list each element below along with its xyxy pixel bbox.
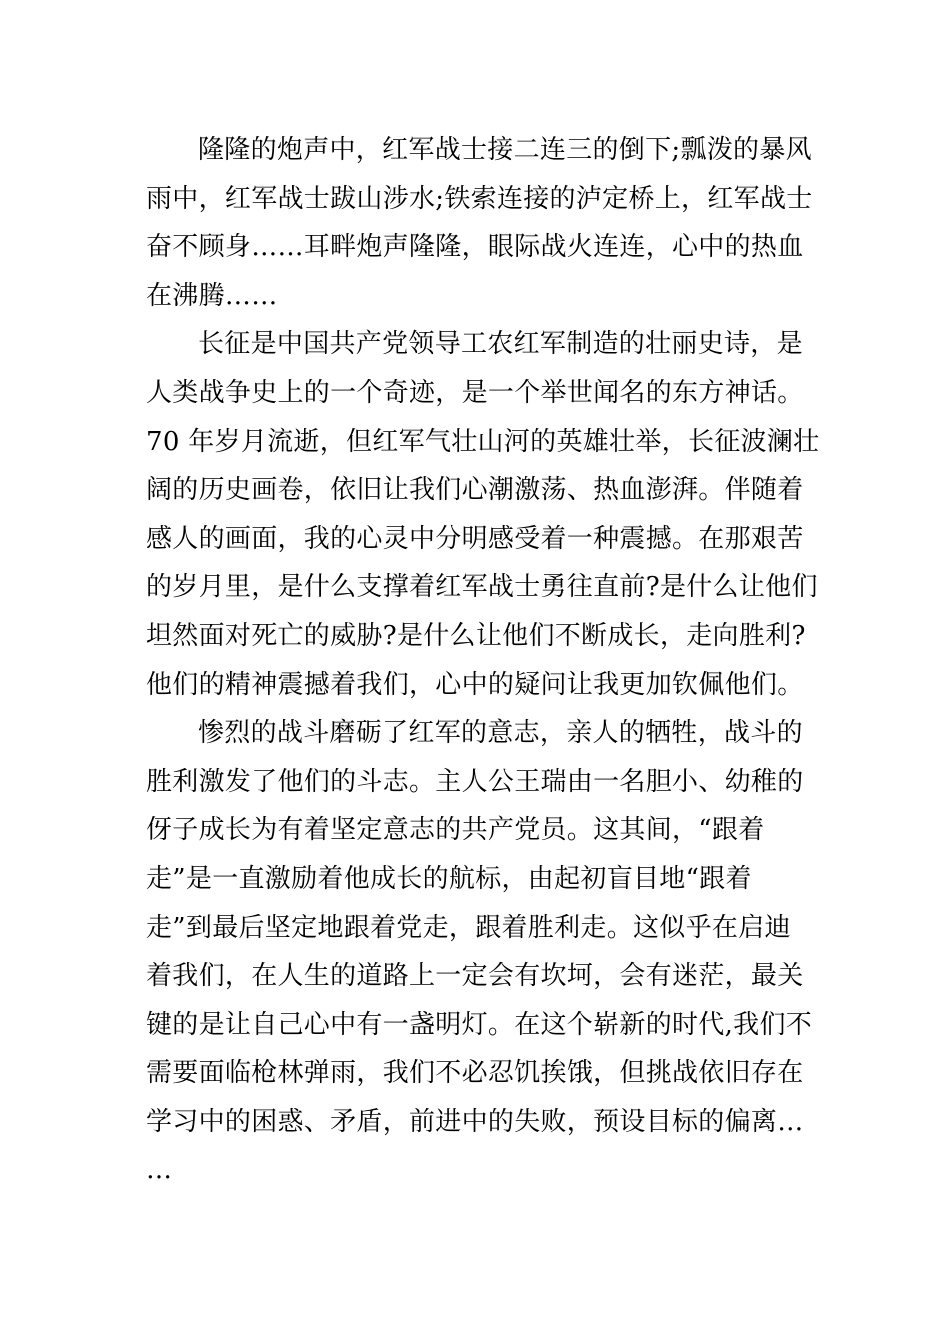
text-line: 奋不顾身……耳畔炮声隆隆，眼际战火连连，心中的热血	[146, 232, 804, 263]
text-line: 隆隆的炮声中，红军战士接二连三的倒下;瓢泼的暴风	[198, 135, 812, 165]
text-line: 的岁月里，是什么支撑着红军战士勇往直前?是什么让他们	[146, 572, 818, 603]
paragraph-1	[146, 126, 813, 320]
paragraph-3	[146, 709, 813, 1195]
text-line: 感人的画面，我的心灵中分明感受着一种震撼。在那艰苦	[146, 523, 804, 554]
text-line: 他们的精神震撼着我们，心中的疑问让我更加钦佩他们。	[146, 669, 804, 700]
text-line: …	[146, 1155, 173, 1186]
text-line: 走”是一直激励着他成长的航标，由起初盲目地“跟着	[146, 863, 752, 894]
text-line: 长征是中国共产党领导工农红军制造的壮丽史诗，是	[198, 329, 803, 360]
text-line: 键的是让自己心中有一盏明灯。在这个崭新的时代,我们不	[146, 1009, 813, 1040]
text-line: 惨烈的战斗磨砺了红军的意志，亲人的牺牲，战斗的	[198, 718, 803, 749]
text-line: 学习中的困惑、矛盾，前进中的失败，预设目标的偏离…	[146, 1106, 804, 1137]
paragraph-2	[146, 320, 820, 709]
document-body	[146, 126, 820, 1195]
text-line: 70 年岁月流逝，但红军气壮山河的英雄壮举，长征波澜壮	[146, 426, 820, 457]
text-line: 需要面临枪林弹雨，我们不必忍饥挨饿，但挑战依旧存在	[146, 1058, 804, 1089]
text-line: 雨中，红军战士跋山涉水;铁索连接的泸定桥上，红军战士	[146, 183, 813, 214]
text-line: 在沸腾……	[146, 280, 278, 311]
text-line: 阔的历史画卷，依旧让我们心潮激荡、热血澎湃。伴随着	[146, 475, 804, 506]
text-line: 着我们，在人生的道路上一定会有坎坷，会有迷茫，最关	[146, 961, 804, 992]
text-line: 胜利激发了他们的斗志。主人公王瑞由一名胆小、幼稚的	[146, 766, 804, 797]
text-line: 坦然面对死亡的威胁?是什么让他们不断成长，走向胜利?	[146, 620, 806, 651]
text-line: 走”到最后坚定地跟着党走，跟着胜利走。这似乎在启迪	[146, 912, 791, 943]
text-line: 伢子成长为有着坚定意志的共产党员。这其间，“跟着	[146, 815, 765, 846]
text-line: 人类战争史上的一个奇迹，是一个举世闻名的东方神话。	[146, 377, 804, 408]
